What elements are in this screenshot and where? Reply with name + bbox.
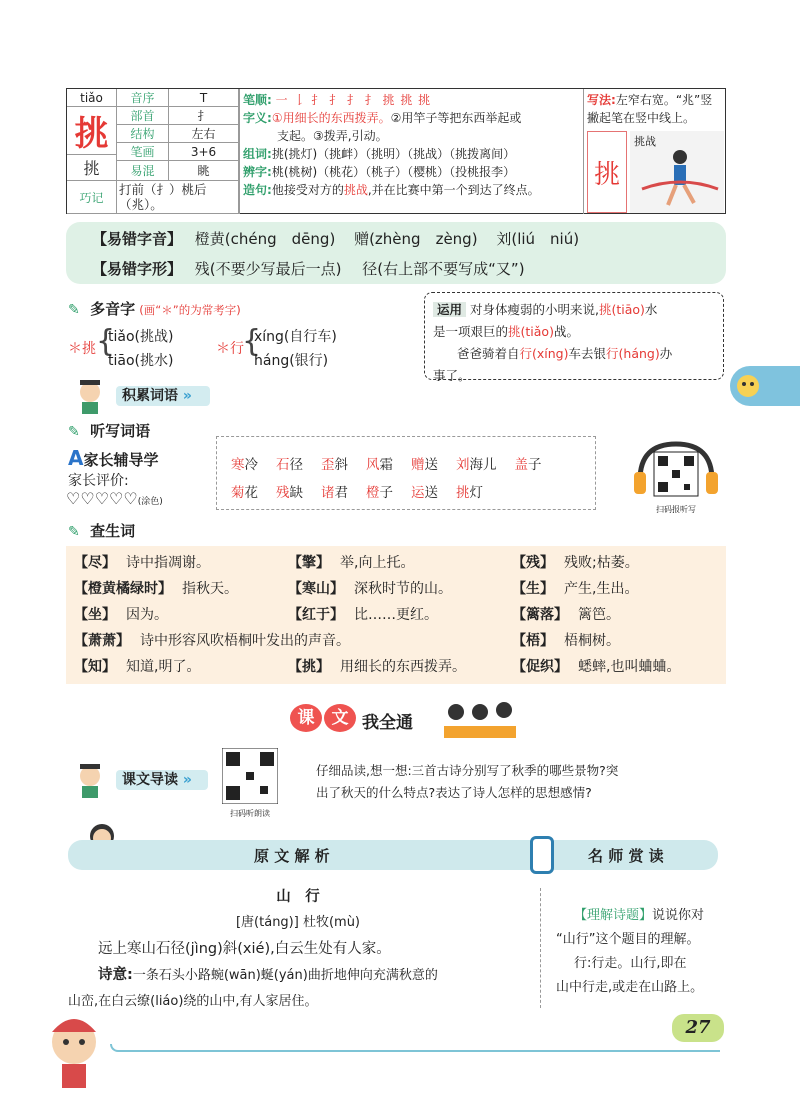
poly-reading: tiāo(挑水) xyxy=(108,353,174,369)
student-icon xyxy=(70,378,114,416)
qr-dictation[interactable] xyxy=(632,440,720,514)
meaning-label: 字义: xyxy=(243,111,272,125)
char-details xyxy=(243,91,583,199)
dictation-char-highlight: 寒 xyxy=(231,457,245,473)
dictation-char: 子 xyxy=(528,457,542,473)
mascot-icon xyxy=(44,1012,104,1092)
attr-value: 左右 xyxy=(169,125,239,143)
dictation-word xyxy=(456,457,497,473)
vocab-definition: 梧桐树。 xyxy=(564,633,620,649)
dictation-char: 花 xyxy=(244,485,258,501)
usage-label: 运用 xyxy=(433,302,466,317)
write-text: 左窄右宽。“兆”竖撇起笔在竖中线上。 xyxy=(587,93,713,125)
a-logo-icon: A xyxy=(68,446,84,470)
poem-title: 山 行 xyxy=(276,889,320,905)
vocab-definition: 深秋时节的山。 xyxy=(354,581,452,597)
poly-reading: tiǎo(挑战) xyxy=(108,329,174,345)
vocab-term: 【知】 xyxy=(74,659,116,675)
attr-value: 眺 xyxy=(169,161,239,181)
sentence-label: 造句: xyxy=(243,183,272,197)
attr-value: 扌 xyxy=(169,107,239,125)
vocab-title: 查生词 xyxy=(90,522,136,540)
usage-highlight: 挑(tiǎo) xyxy=(508,324,554,339)
distinguish: 桃(桃树)（桃花）（桃子）（樱桃）（投桃报李） xyxy=(271,165,516,179)
meaning-1: ①用细长的东西拨弄。 xyxy=(271,111,391,125)
guide-title-text: 课文导读 xyxy=(122,772,178,788)
binder-clip-icon xyxy=(530,836,554,874)
dictation-char: 灯 xyxy=(469,485,483,501)
attr-key: 笔画 xyxy=(117,143,169,161)
vocab-definition: 残败;枯萎。 xyxy=(564,555,639,571)
dictation-header xyxy=(68,420,150,441)
dictation-char: 送 xyxy=(424,457,438,473)
vocab-definition: 举,向上托。 xyxy=(340,555,415,571)
attr-value: T xyxy=(169,89,239,107)
error-pron-item: 赠(zhèng zèng) xyxy=(354,230,478,248)
dictation-char-highlight: 歪 xyxy=(321,457,335,473)
tip-text: 打前（扌）桃后（兆）。 xyxy=(117,181,239,214)
usage-text: 对身体瘦弱的小明来说, xyxy=(470,302,599,317)
vocab-term: 【残】 xyxy=(512,555,554,571)
usage-text: 水 xyxy=(644,302,658,317)
words: 挑(挑灯)（挑衅）（挑明）（挑战）（挑拨离间） xyxy=(271,147,516,161)
vocab-item xyxy=(74,578,238,598)
banner-right-title: 名 师 赏 读 xyxy=(588,847,664,865)
hearts[interactable] xyxy=(66,489,163,508)
character-card xyxy=(66,88,726,214)
vocab-item xyxy=(74,552,210,572)
dictation-char-highlight: 石 xyxy=(276,457,290,473)
sentence-highlight: 挑战 xyxy=(343,183,368,197)
dictation-word xyxy=(321,485,348,501)
meaning-3: 支起。③拨弄,引动。 xyxy=(277,129,388,143)
vocab-item xyxy=(512,552,639,572)
dictation-char-highlight: 挑 xyxy=(456,485,470,501)
attr-key: 易混 xyxy=(117,161,169,181)
dictation-word xyxy=(366,485,393,501)
usage-highlight: 行(háng) xyxy=(606,346,660,361)
vocab-box xyxy=(66,546,726,684)
polyphonic-section xyxy=(68,298,241,319)
vocab-term: 【坐】 xyxy=(74,607,116,623)
dictation-char-highlight: 运 xyxy=(411,485,425,501)
guide-line: 仔细品读,想一想:三首古诗分别写了秋季的哪些景物?突 xyxy=(316,763,619,778)
error-box xyxy=(66,222,726,284)
character-small: 挑 xyxy=(67,155,117,181)
lesson-title xyxy=(290,700,530,740)
error-pron-label: 【易错字音】 xyxy=(92,230,183,248)
vocab-term: 【橙黄橘绿时】 xyxy=(74,581,172,597)
attr-key: 结构 xyxy=(117,125,169,143)
vocab-term: 【萧萧】 xyxy=(74,633,130,649)
dictation-char: 子 xyxy=(379,485,393,501)
vocab-definition: 产生,生出。 xyxy=(564,581,639,597)
teacher-note xyxy=(556,904,726,1000)
usage-text: 事了。 xyxy=(433,368,471,383)
vocab-term: 【寒山】 xyxy=(288,581,344,597)
strokes-label: 笔顺: xyxy=(243,93,272,107)
parent-guide-title: 家长辅导学 xyxy=(83,451,159,469)
write-label: 写法: xyxy=(587,93,616,107)
hearts-icon[interactable]: ♡♡♡♡♡ xyxy=(66,489,138,508)
meaning-2: ②用竿子等把东西举起或 xyxy=(390,111,522,125)
dictation-char-highlight: 刘 xyxy=(456,457,470,473)
vocab-item xyxy=(288,656,466,676)
qr-code-icon[interactable] xyxy=(222,748,278,804)
vocab-item xyxy=(74,630,350,650)
banner-left-title: 原 文 解 析 xyxy=(254,847,330,865)
headphones-qr-icon[interactable] xyxy=(632,440,720,500)
poly-char: ＊挑 xyxy=(68,341,96,357)
guide-title: 课文导读 » xyxy=(116,770,208,790)
vocab-definition: 用细长的东西拨弄。 xyxy=(340,659,466,675)
vocab-item xyxy=(512,604,620,624)
dictation-word xyxy=(276,457,303,473)
dictation-word xyxy=(456,485,483,501)
usage-highlight: 挑(tiāo) xyxy=(598,302,645,317)
dictation-char-highlight: 残 xyxy=(276,485,290,501)
hearts-note: (涂色) xyxy=(137,497,163,507)
poem-author: [唐(táng)] 杜牧(mù) xyxy=(235,915,361,930)
accumulate-title-text: 积累词语 xyxy=(122,388,178,404)
dictation-char-highlight: 诸 xyxy=(321,485,335,501)
vocab-definition: 比……更红。 xyxy=(354,607,438,623)
pencil-icon: ✎ xyxy=(68,302,80,318)
vocab-definition: 篱笆。 xyxy=(578,607,620,623)
vocab-definition: 诗中指凋谢。 xyxy=(126,555,210,571)
vocab-term: 【尽】 xyxy=(74,555,116,571)
usage-text: 办 xyxy=(659,346,673,361)
eval-label: 家长评价: xyxy=(68,473,129,489)
dictation-char: 斜 xyxy=(334,457,348,473)
qr-caption: 扫码听朗读 xyxy=(230,809,270,818)
vocab-term: 【红于】 xyxy=(288,607,344,623)
writing-tip xyxy=(587,91,723,127)
usage-text: 是一项艰巨的 xyxy=(433,324,509,339)
poem-section xyxy=(68,884,528,1015)
vocab-item xyxy=(288,604,438,624)
error-shape xyxy=(92,258,525,279)
usage-text: 车去银 xyxy=(568,346,607,361)
dictation-char: 霜 xyxy=(379,457,393,473)
usage-text: 爸爸骑着自 xyxy=(457,346,520,361)
teacher-text: “山行”这个题目的理解。 xyxy=(556,932,700,947)
error-shape-item: 残(不要少写最后一点) xyxy=(194,260,342,278)
teacher-text: 行:行走。山行,即在 xyxy=(574,956,687,971)
poem-meaning-label: 诗意: xyxy=(98,967,133,983)
vocab-definition: 因为。 xyxy=(126,607,168,623)
dictation-word xyxy=(411,457,438,473)
strokes: 一 𠄌 扌 扌 扌 扌 挑 挑 挑 xyxy=(275,93,432,107)
usage-box xyxy=(424,292,724,383)
vocab-term: 【生】 xyxy=(512,581,554,597)
sentence-text: 他接受对方的 xyxy=(271,183,344,197)
qr-reading[interactable] xyxy=(222,748,278,820)
vocab-definition: 蟋蟀,也叫蛐蛐。 xyxy=(578,659,681,675)
poly-reading: xíng(自行车) xyxy=(254,329,337,345)
dictation-char-highlight: 橙 xyxy=(366,485,380,501)
error-shape-item: 径(右上部不要写成“又”) xyxy=(362,260,525,278)
poem-meaning: 山峦,在白云缭(liáo)绕的山中,有人家居住。 xyxy=(68,994,318,1009)
section-banner xyxy=(68,840,718,870)
guide-line: 出了秋天的什么特点?表达了诗人怎样的思想感情? xyxy=(316,785,592,800)
image-caption: 挑战 xyxy=(634,135,656,148)
dictation-char-highlight: 风 xyxy=(366,457,380,473)
dictation-char: 径 xyxy=(289,457,303,473)
lesson-title-char: 文 xyxy=(324,704,356,732)
dictation-word xyxy=(231,485,258,501)
vocab-item xyxy=(512,656,680,676)
dictation-word xyxy=(366,457,393,473)
vocab-definition: 知道,明了。 xyxy=(126,659,201,675)
dictation-word xyxy=(411,485,438,501)
lesson-title-char: 课 xyxy=(290,704,322,732)
guide-text xyxy=(316,760,728,804)
poem-meaning: 一条石头小路蜿(wān)蜒(yán)曲折地伸向充满秋意的 xyxy=(132,968,438,983)
page-number: 27 xyxy=(672,1014,724,1042)
vocab-term: 【梧】 xyxy=(512,633,554,649)
attr-key: 部首 xyxy=(117,107,169,125)
cat-icon xyxy=(734,372,762,400)
pencil-icon: ✎ xyxy=(68,424,80,440)
vocab-item xyxy=(512,630,620,650)
teacher-text: 说说你对 xyxy=(652,908,705,923)
sentence-text-end: ,并在比赛中第一个到达了终点。 xyxy=(367,183,540,197)
student-icon-2 xyxy=(70,762,114,800)
vocab-definition: 诗中形容风吹梧桐叶发出的声音。 xyxy=(140,633,350,649)
words-label: 组词: xyxy=(243,147,272,161)
attr-key: 音序 xyxy=(117,89,169,107)
vocab-header xyxy=(68,520,135,541)
dictation-char-highlight: 菊 xyxy=(231,485,245,501)
vocab-term: 【促织】 xyxy=(512,659,568,675)
pinyin: tiǎo xyxy=(67,89,117,107)
dictation-char-highlight: 盖 xyxy=(514,457,528,473)
usage-text: 战。 xyxy=(553,324,579,339)
dictation-word xyxy=(231,457,258,473)
side-tab xyxy=(730,366,800,406)
vocab-term: 【挑】 xyxy=(288,659,330,675)
poem-line: 远上寒山石径(jìng)斜(xié),白云生处有人家。 xyxy=(98,941,391,957)
lesson-title-text: 我全通 xyxy=(362,713,413,733)
vocab-item xyxy=(512,578,638,598)
error-shape-label: 【易错字形】 xyxy=(92,260,183,278)
vocab-item xyxy=(288,578,452,598)
poly-char: ＊行 xyxy=(216,341,244,357)
parent-guide xyxy=(68,446,159,470)
dictation-word xyxy=(276,485,303,501)
vocab-item xyxy=(288,552,414,572)
dictation-char: 君 xyxy=(334,485,348,501)
error-pron-item: 橙黄(chéng dēng) xyxy=(194,230,336,248)
main-character: 挑 xyxy=(67,107,117,155)
polyphonic-note: (画“＊”的为常考字) xyxy=(139,303,241,317)
polyphonic-title: 多音字 xyxy=(90,300,136,318)
teacher-text: 山中行走,或走在山路上。 xyxy=(556,980,704,995)
dictation-char-highlight: 赠 xyxy=(411,457,425,473)
error-pronunciation xyxy=(92,228,579,249)
dictation-word xyxy=(515,457,542,473)
distinguish-label: 辨字: xyxy=(243,165,272,179)
writing-grid: 挑 xyxy=(587,131,627,213)
teacher-label: 【理解诗题】 xyxy=(574,908,653,923)
polyphonic-list: ＊挑 { tiǎo(挑战) tiāo(挑水) ＊行 { xíng(自行车) háng(银行) xyxy=(68,324,337,369)
poly-reading: háng(银行) xyxy=(254,353,329,369)
dictation-title: 听写词语 xyxy=(90,422,151,440)
runner-illustration xyxy=(630,131,724,213)
vocab-item xyxy=(74,604,168,624)
vocab-item xyxy=(74,656,200,676)
error-pron-item: 刘(liú niú) xyxy=(496,230,580,248)
dictation-char: 送 xyxy=(424,485,438,501)
pencil-icon: ✎ xyxy=(68,524,80,540)
usage-highlight: 行(xíng) xyxy=(519,346,569,361)
vocab-term: 【擎】 xyxy=(288,555,330,571)
attr-value: 3+6 xyxy=(169,143,239,161)
vocab-term: 【篱落】 xyxy=(512,607,568,623)
dictation-char: 海儿 xyxy=(469,457,497,473)
dictation-char: 缺 xyxy=(289,485,303,501)
vocab-definition: 指秋天。 xyxy=(182,581,238,597)
dictation-box xyxy=(216,436,596,510)
tip-label: 巧记 xyxy=(67,181,117,214)
qr-caption: 扫码报听写 xyxy=(656,505,696,514)
accumulate-title: 积累词语 » xyxy=(116,386,210,406)
dictation-char: 冷 xyxy=(244,457,258,473)
kids-reading-icon xyxy=(440,700,520,740)
dictation-word xyxy=(321,457,348,473)
